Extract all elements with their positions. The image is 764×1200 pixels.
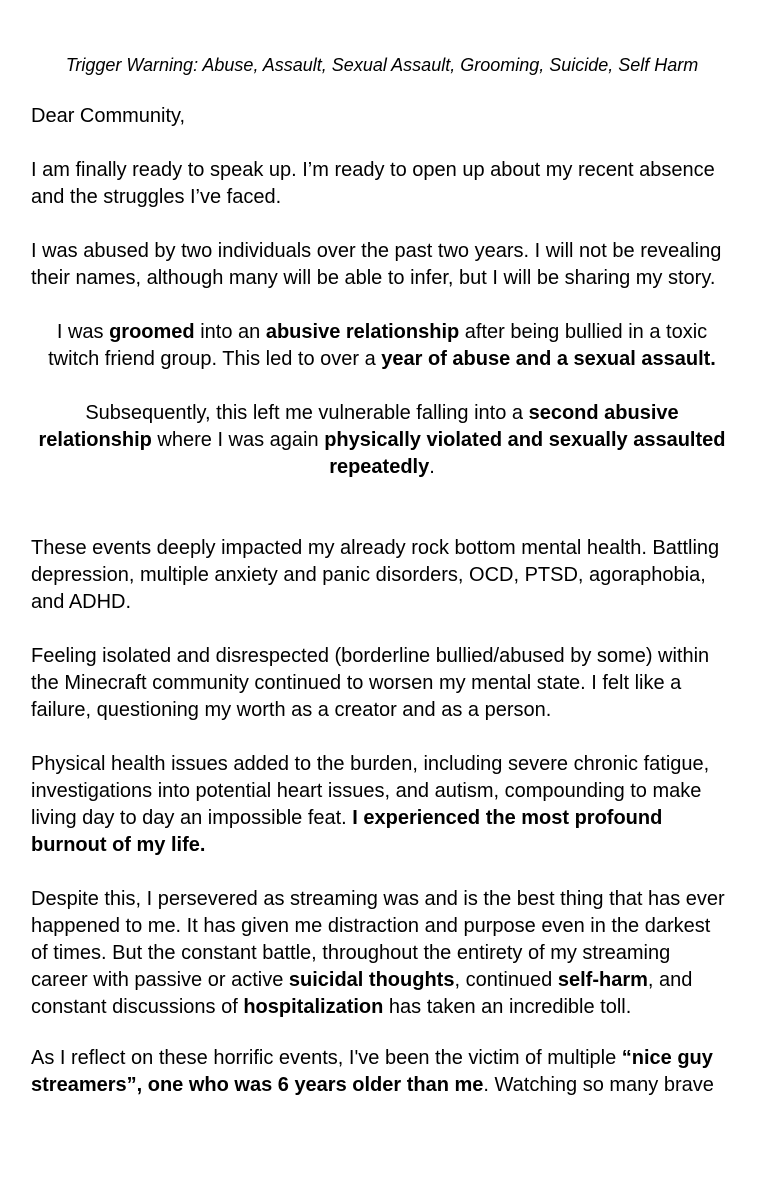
text-run: Subsequently, this left me vulnerable falling into a: [85, 402, 529, 424]
text-run: living day to day an impossible feat.: [31, 807, 353, 829]
text-line: happened to me. It has given me distraction and purpose even in the darkest: [31, 915, 711, 937]
text-line: failure, questioning my worth as a creator and as a person.: [31, 699, 552, 721]
text-run: .: [429, 456, 435, 478]
text-run: constant discussions of: [31, 996, 244, 1018]
paragraph-9: [31, 1045, 740, 1099]
text-line: the Minecraft community continued to worsen my mental state. I felt like a: [31, 672, 682, 694]
text-line: investigations into potential heart issues, and autism, compounding to make: [31, 780, 702, 802]
text-run: career with passive or active: [31, 969, 289, 991]
text-run: into an: [194, 321, 266, 343]
paragraph-4: [24, 400, 740, 481]
text-line: Physical health issues added to the burden, including severe chronic fatigue,: [31, 753, 710, 775]
emphasis: I experienced the most profound: [352, 807, 663, 829]
text-line: and ADHD.: [31, 591, 132, 613]
greeting: Dear Community,: [31, 105, 186, 127]
text-line: of times. But the constant battle, throughout the entirety of my streaming: [31, 942, 671, 964]
text-line: and the struggles I’ve faced.: [31, 186, 282, 208]
text-line: Despite this, I persevered as streaming was and is the best thing that has ever: [31, 888, 725, 910]
text-run: after being bullied in a toxic: [459, 321, 708, 343]
paragraph-1: [31, 157, 740, 211]
paragraph-2: [31, 238, 740, 292]
emphasis: self-harm: [557, 969, 648, 991]
paragraph-5: [31, 535, 740, 616]
text-run: As I reflect on these horrific events, I've been the victim of multiple: [31, 1047, 622, 1069]
text-run: , continued: [454, 969, 558, 991]
text-run: where I was again: [151, 429, 325, 451]
emphasis: suicidal thoughts: [288, 969, 455, 991]
emphasis: “nice guy: [621, 1047, 713, 1069]
paragraph-3: [24, 319, 740, 373]
emphasis: burnout of my life.: [31, 834, 206, 856]
emphasis: second abusive: [528, 402, 679, 424]
trigger-warning: Trigger Warning: Abuse, Assault, Sexual Assault, Grooming, Suicide, Self Harm: [65, 55, 699, 75]
text-line: I was abused by two individuals over the past two years. I will not be revealing: [31, 240, 722, 262]
emphasis: repeatedly: [329, 456, 430, 478]
text-line: I am finally ready to speak up. I’m ready to open up about my recent absence: [31, 159, 715, 181]
emphasis: relationship: [38, 429, 152, 451]
emphasis: streamers”, one who was 6 years older than me: [31, 1074, 484, 1096]
text-line: These events deeply impacted my already rock bottom mental health. Battling: [31, 537, 720, 559]
text-run: , and: [647, 969, 693, 991]
emphasis: physically violated and sexually assaulted: [324, 429, 726, 451]
text-line: their names, although many will be able to infer, but I will be sharing my story.: [31, 267, 716, 289]
text-run: I was: [56, 321, 110, 343]
paragraph-8: [31, 886, 740, 1021]
emphasis: hospitalization: [243, 996, 384, 1018]
emphasis: abusive relationship: [265, 321, 460, 343]
emphasis: year of abuse and a sexual assault.: [381, 348, 716, 370]
text-line: depression, multiple anxiety and panic disorders, OCD, PTSD, agoraphobia,: [31, 564, 706, 586]
text-run: twitch friend group. This led to over a: [48, 348, 382, 370]
text-run: has taken an incredible toll.: [383, 996, 632, 1018]
text-line: Feeling isolated and disrespected (borderline bullied/abused by some) within: [31, 645, 710, 667]
paragraph-7: [31, 751, 740, 859]
paragraph-6: [31, 643, 740, 724]
emphasis: groomed: [109, 321, 195, 343]
text-run: . Watching so many brave: [483, 1074, 714, 1096]
